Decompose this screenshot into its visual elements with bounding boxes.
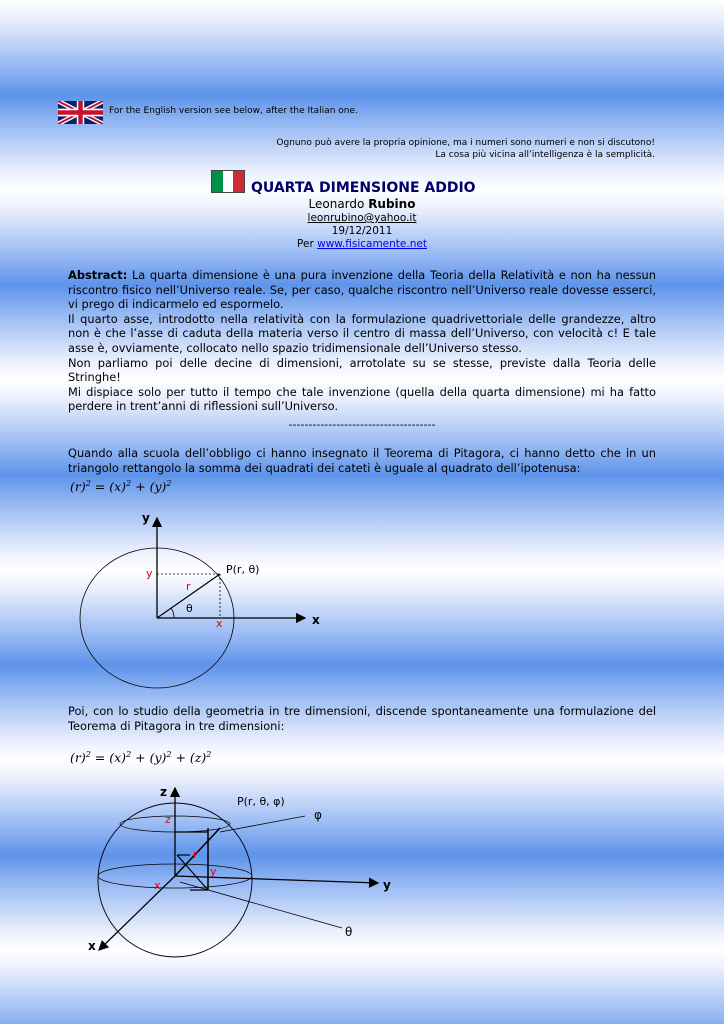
website-link[interactable]: www.fisicamente.net [317, 238, 427, 250]
x-axis [99, 876, 175, 950]
formula-2d: $(r)^2 = (x)^2 + (y)^2$ [70, 479, 172, 495]
theta-pointer [180, 882, 342, 928]
author-email[interactable]: leonrubino@yahoo.it [307, 212, 417, 224]
point-label: P(r, θ) [226, 563, 260, 576]
abstract [68, 268, 656, 414]
figure-3d-spherical [80, 780, 410, 960]
z-axis-label: z [160, 785, 167, 799]
y-component-label: y [146, 567, 153, 580]
y-axis-label: y [383, 878, 391, 892]
r-label: r [193, 848, 198, 861]
phi-pointer [220, 816, 305, 832]
y-component-label: y [210, 865, 217, 878]
italy-flag-icon [211, 170, 245, 193]
abstract-text-3: Non parliamo poi delle decine di dimensioni, arrotolate su se stesse, previste dalla Teoria delle Stringhe! [68, 355, 656, 385]
figure-2d-polar [60, 505, 360, 695]
uk-flag-icon [58, 101, 103, 124]
x-axis-label: x [88, 939, 96, 953]
theta-arc [171, 608, 174, 618]
paragraph-pitagora: Quando alla scuola dell’obbligo ci hanno insegnato il Teorema di Pitagora, ci hanno detto che in un triangolo rettangolo la somma dei quadrati dei cateti è uguale al quadrato dell’ipotenusa: [68, 446, 656, 475]
x-component-label: x [216, 617, 223, 630]
paragraph-3d: Poi, con lo studio della geometria in tre dimensioni, discende spontaneamente una formulazione del Teorema di Pitagora in tre dimensioni: [68, 704, 656, 733]
website-prefix: Per [297, 238, 314, 250]
point-label: P(r, θ, φ) [237, 795, 285, 808]
y-axis-label: y [142, 511, 150, 525]
website-line [262, 238, 462, 250]
formula-3d: $(r)^2 = (x)^2 + (y)^2 + (z)^2$ [70, 750, 212, 766]
author [262, 197, 462, 211]
publication-date: 19/12/2011 [331, 225, 393, 237]
abstract-text-1: La quarta dimensione è una pura invenzione della Teoria della Relatività e non ha nessun riscontro fisico nell’Universo reale. Se, per caso, qualche riscontro nell’Universo reale dovesse esserci, vi prego di indicarmelo ed espormelo. [68, 268, 656, 312]
quote-line-2: La cosa più vicina all’intelligenza è la semplicità. [435, 150, 655, 160]
author-last-name: Rubino [368, 197, 416, 211]
abstract-text-4: Mi dispiace solo per tutto il tempo che tale invenzione (quella della quarta dimensione) mi ha fatto perdere in trent’anni di riflessioni sull’Universo. [68, 384, 656, 414]
theta-label: θ [186, 602, 193, 615]
quote-line-1: Ognuno può avere la propria opinione, ma i numeri sono numeri e non si discutono! [276, 138, 655, 148]
theta-label: θ [345, 925, 353, 939]
phi-label: φ [314, 808, 322, 822]
y-axis [175, 876, 378, 883]
abstract-text-2: Il quarto asse, introdotto nella relatività con la formulazione quadrivettoriale delle grandezze, altro non è che l’asse di caduta della materia verso il centro di massa dell’Universo, con velocità c! E tale asse è, ovviamente, collocato nello spazio tridimensionale dell’Universo stesso. [68, 311, 656, 355]
separator: ------------------------------------- [288, 418, 436, 431]
x-component-label: x [154, 879, 161, 892]
abstract-label: Abstract: [68, 268, 128, 282]
page-title: QUARTA DIMENSIONE ADDIO [251, 180, 476, 196]
x-axis-label: x [312, 613, 320, 627]
author-first-name: Leonardo [308, 197, 365, 211]
z-component-label: z [165, 813, 171, 826]
english-version-note: For the English version see below, after the Italian one. [109, 106, 358, 116]
r-label: r [186, 580, 191, 593]
